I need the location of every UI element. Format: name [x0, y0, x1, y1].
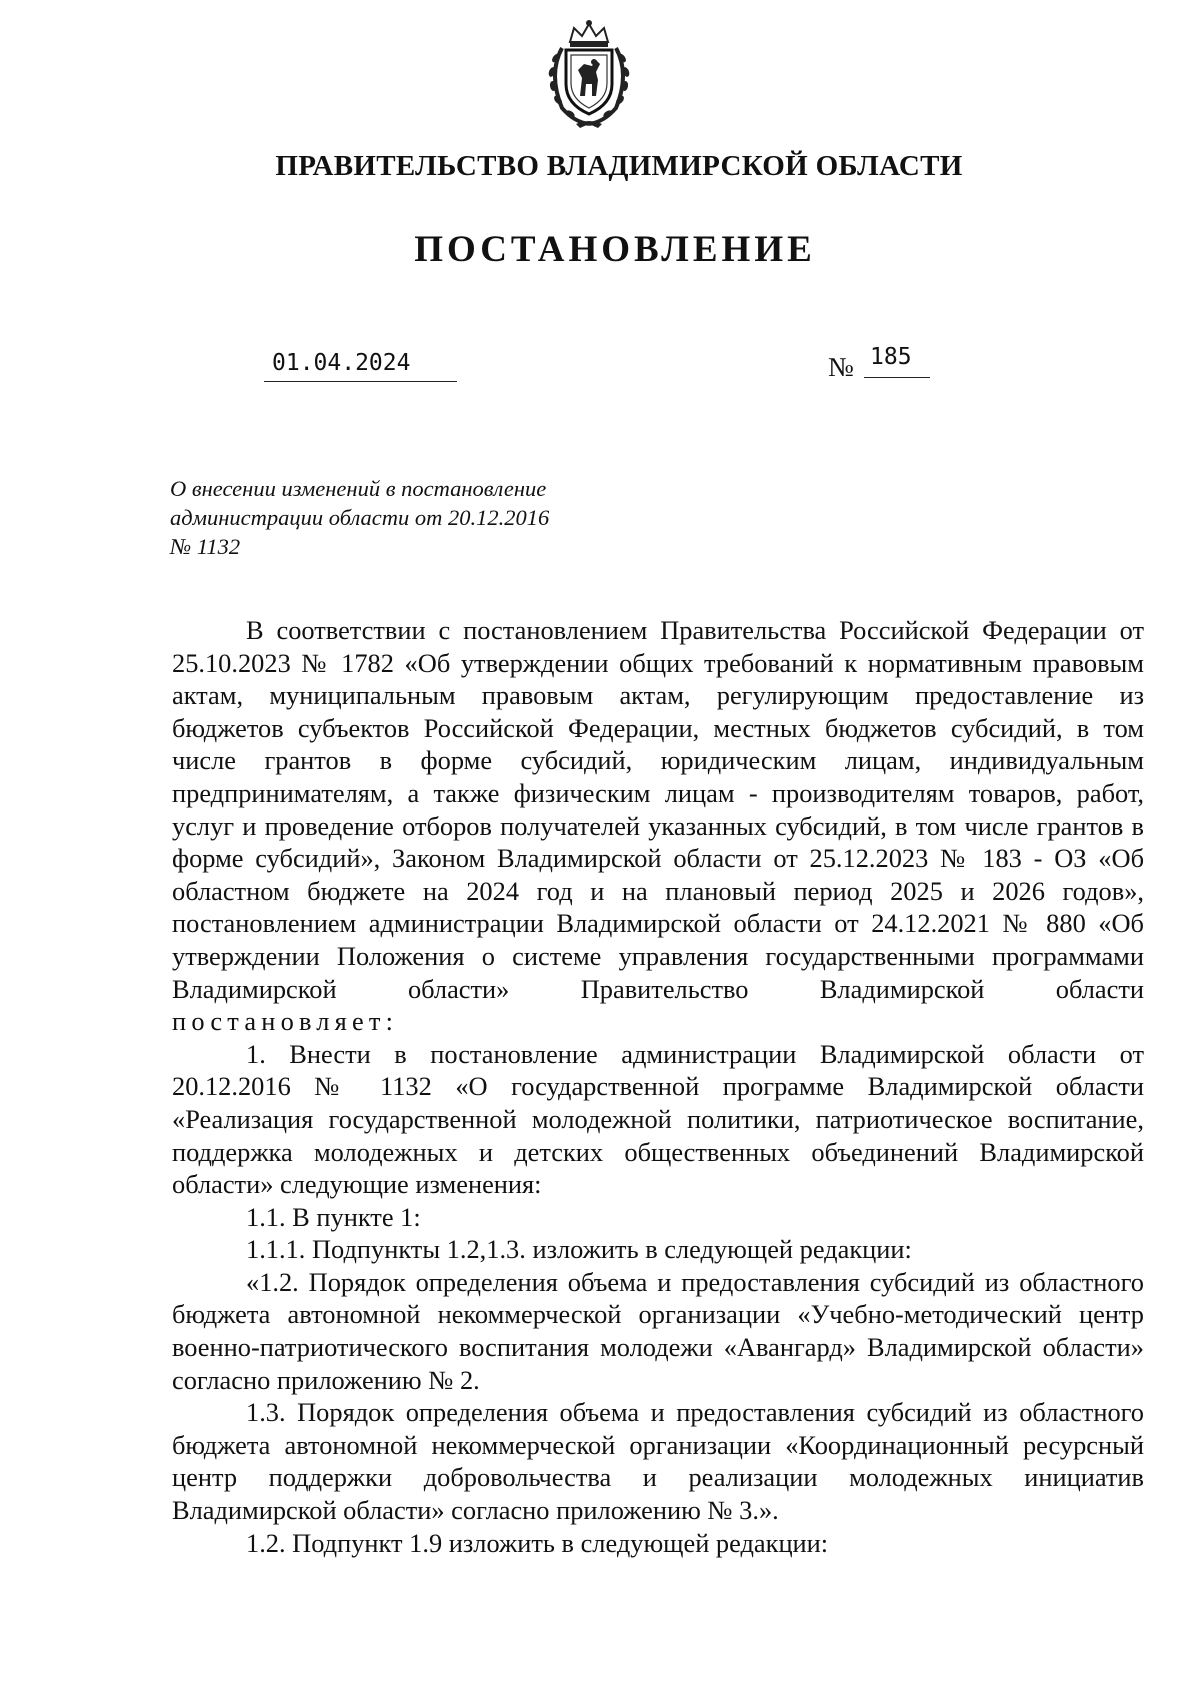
subject-line: № 1132 [170, 534, 241, 559]
quoted-paragraph-1-3: 1.3. Порядок определения объема и предоставления субсидий из областного бюджета автономной некоммерческой организации «Координационный ресурсный центр поддержки добровольчества и реализации молодежных инициатив Владимирской области» согласно приложению № 3.». [172, 1397, 1144, 1526]
paragraph-1-1: 1.1. В пункте 1: [246, 1201, 421, 1232]
subject-line: О внесении изменений в постановление [170, 476, 547, 501]
government-title: ПРАВИТЕЛЬСТВО ВЛАДИМИРСКОЙ ОБЛАСТИ [275, 150, 963, 182]
document-date: 01.04.2024 [264, 350, 457, 382]
paragraph-1-2: 1.2. Подпункт 1.9 изложить в следующей редакции: [246, 1527, 829, 1558]
resolves-word: постановляет: [172, 1006, 399, 1037]
document-body [172, 614, 1144, 1559]
quoted-paragraph-1-2: «1.2. Порядок определения объема и предоставления субсидий из областного бюджета автономной некоммерческой организации «Учебно-методический центр военно-патриотического воспитания молодежи «Авангард» Владимирской области» согласно приложению № 2. [172, 1266, 1144, 1395]
preamble-paragraph: В соответствии с постановлением Правительства Российской Федерации от 25.10.2023 № 1782 «Об утверждении общих требований к нормативным правовым актам, муниципальным правовым актам, регулирующим предоставление из бюджетов субъектов Российской Федерации, местных бюджетов субсидий, в том числе грантов в форме субсидий, юридическим лицам, индивидуальным предпринимателям, а также физическим лицам - производителям товаров, работ, услуг и проведение отборов получателей указанных субсидий, в том числе грантов в форме субсидий», Законом Владимирской области от 25.12.2023 № 183 - ОЗ «Об областном бюджете на 2024 год и на плановый период 2025 и 2026 годов», постановлением администрации Владимирской области от 24.12.2021 № 880 «Об утверждении Положения о системе управления государственными программами Владимирской области» Правительство Владимирской области [172, 615, 1144, 1004]
paragraph-1-1-1: 1.1.1. Подпункты 1.2,1.3. изложить в следующей редакции: [246, 1234, 912, 1265]
number-sign: № [828, 352, 854, 382]
coat-of-arms-icon [540, 18, 638, 130]
subject-line: администрации области от 20.12.2016 [170, 505, 550, 530]
paragraph-1: 1. Внести в постановление администрации Владимирской области от 20.12.2016 № 1132 «О государственной программе Владимирской области «Реализация государственной молодежной политики, патриотическое воспитание, поддержка молодежных и детских общественных объединений Владимирской области» следующие изменения: [172, 1038, 1144, 1200]
document-type: ПОСТАНОВЛЕНИЕ [414, 229, 816, 270]
document-number: 185 [864, 344, 930, 378]
document-subject [170, 474, 630, 561]
